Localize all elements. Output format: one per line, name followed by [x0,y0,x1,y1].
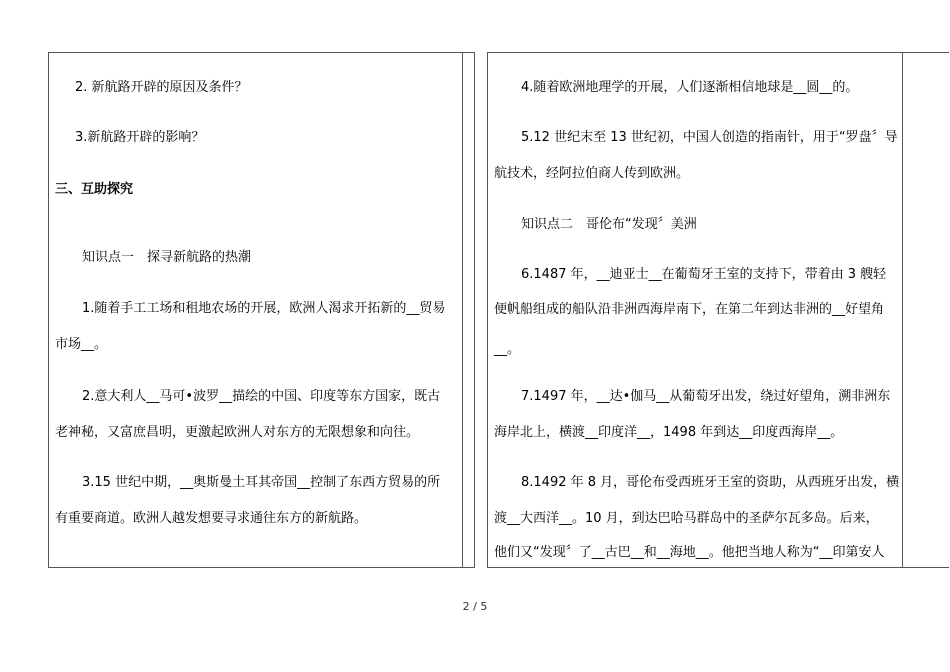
paragraph-1-line-1: 1.随着手工工场和租地农场的开展，欧洲人渴求开拓新的__贸易 [82,301,446,316]
paragraph-2-line-1: 2.意大利人__马可•波罗__描绘的中国、印度等东方国家，既古 [82,389,441,404]
paragraph-1-line-2: 市场__。 [55,337,108,352]
paragraph-3-line-2: 有重要商道。欧洲人越发想要寻求通往东方的新航路。 [55,511,368,526]
knowledge-point-1-title: 知识点一 探寻新航路的热潮 [82,250,252,265]
paragraph-4-line-1: 4.随着欧洲地理学的开展，人们逐渐相信地球是__圆__的。 [521,80,859,95]
left-panel-column-divider [462,53,463,567]
paragraph-8-line-1: 8.1492 年 8 月，哥伦布受西班牙王室的资助，从西班牙出发，横 [521,475,900,490]
paragraph-7-line-2: 海岸北上，横渡__印度洋__，1498 年到达__印度西海岸__。 [494,425,844,440]
section-heading: 三、互助探究 [55,182,134,197]
page-number: 2 / 5 [462,600,488,613]
left-text-panel [48,52,475,568]
paragraph-7-line-1: 7.1497 年，__达•伽马__从葡萄牙出发，绕过好望角，溯非洲东 [521,389,891,404]
right-panel-column-divider [902,53,903,567]
paragraph-5-line-2: 航技术，经阿拉伯商人传到欧洲。 [494,166,690,181]
question-3: 3.新航路开辟的影响？ [75,130,205,145]
paragraph-6-line-2: 便帆船组成的船队沿非洲西海岸南下，在第二年到达非洲的__好望角 [494,302,885,317]
paragraph-8-line-2: 渡__大西洋__。10 月，到达巴哈马群岛中的圣萨尔瓦多岛。后来， [494,511,879,526]
paragraph-6-line-1: 6.1487 年，__迪亚士__在葡萄牙王室的支持下，带着由 3 艘轻 [521,267,887,282]
paragraph-8-line-3: 他们又“发现〞了__古巴__和__海地__。他把当地人称为“__印第安人 [494,545,885,560]
right-text-panel [487,52,949,568]
knowledge-point-2-title: 知识点二 哥伦布“发现〞美洲 [521,217,697,232]
paragraph-3-line-1: 3.15 世纪中期，__奥斯曼土耳其帝国__控制了东西方贸易的所 [82,475,441,490]
paragraph-6-line-3: __。 [494,342,521,357]
question-2: 2. 新航路开辟的原因及条件？ [75,80,248,95]
paragraph-5-line-1: 5.12 世纪末至 13 世纪初，中国人创造的指南针，用于“罗盘〞导 [521,130,898,145]
paragraph-2-line-2: 老神秘，又富庶昌明，更激起欧洲人对东方的无限想象和向往。 [55,425,420,440]
